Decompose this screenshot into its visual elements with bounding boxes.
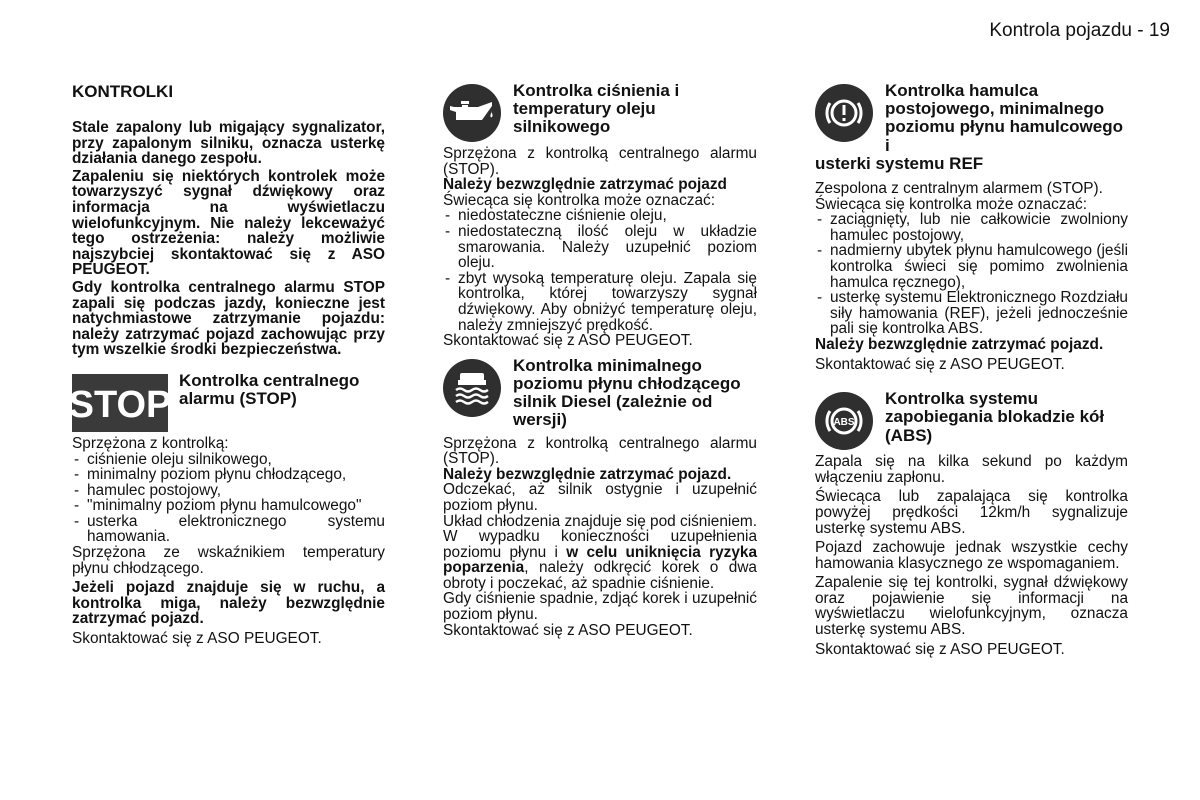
brake-section-title-continued: usterki systemu REF	[815, 153, 984, 173]
brake-paragraph-4: Skontaktować się z ASO PEUGEOT.	[815, 355, 1065, 373]
coolant-paragraph-2: Należy bezwzględnie zatrzymać pojazd.	[443, 465, 732, 483]
stop-paragraph-2: Sprzężona ze wskaźnikiem temperatury płynu chłodzącego.	[72, 544, 385, 577]
brake-section-title: Kontrolka hamulca postojowego, minimalnego poziomu płynu hamulcowego i	[885, 81, 1123, 155]
coolant-paragraph-1: Sprzężona z kontrolką centralnego alarmu (STOP).	[443, 434, 757, 468]
brake-warning-icon	[815, 84, 873, 142]
stop-intro: Sprzężona z kontrolką:	[72, 434, 229, 452]
intro-paragraph-2: Zapaleniu się niektórych kontrolek może towarzyszyć sygnał dźwiękowy oraz informacja na wyświetlaczu wielofunkcyjnym. Nie należy lekceważyć tego ostrzeżenia: należy możliwie najszybciej skontaktować się z ASO PEUGEOT.	[72, 167, 385, 279]
oil-section-title: Kontrolka ciśnienia i temperatury oleju silnikowego	[513, 81, 680, 137]
list-item: - zbyt wysoką temperaturę oleju. Zapala się kontrolka, której towarzyszy sygnał dźwiękowy. Aby obniżyć temperaturę oleju, należy zmniejszyć prędkość.	[443, 271, 757, 333]
abs-paragraph-3: Pojazd zachowuje jednak wszystkie cechy hamowania klasycznego ze wspomaganiem.	[815, 539, 1128, 572]
list-item: - nadmierny ubytek płynu hamulcowego (jeśli kontrolka świeci się pomimo zwolnienia hamulca ręcznego),	[815, 243, 1128, 290]
intro-paragraph-3: Gdy kontrolka centralnego alarmu STOP zapali się podczas jazdy, konieczne jest natychmiastowe zatrzymanie pojazdu: należy zatrzymać pojazd zachowując przy tym wszelkie środki bezpieczeństwa.	[72, 278, 385, 359]
abs-section-title: Kontrolka systemu zapobiegania blokadzie kół (ABS)	[885, 389, 1105, 445]
coolant-paragraph-5-start: W wypadku konieczności uzupełnienia poziomu płynu i	[443, 528, 757, 561]
intro-paragraph-1: Stale zapalony lub migający sygnalizator, przy zapalonym silniku, oznacza usterkę działania danego zespołu.	[72, 119, 385, 168]
list-item: - usterkę systemu Elektronicznego Rozdziału siły hamowania (REF), jeżeli jednocześnie pali się kontrolka ABS.	[815, 290, 1128, 337]
abs-warning-icon	[815, 392, 873, 450]
stop-section-header	[68, 370, 385, 432]
abs-icon-label: ABS	[833, 417, 855, 429]
coolant-paragraph-5-bold: w celu uniknięcia ryzyka poparzenia	[443, 543, 757, 577]
oil-section-header	[443, 82, 757, 142]
list-item: - niedostateczną ilość oleju w układzie smarowania. Należy uzupełnić poziom oleju.	[443, 224, 757, 271]
oil-list	[443, 208, 757, 333]
coolant-section-title: Kontrolka minimalnego poziomu płynu chłodzącego silnik Diesel (zależnie od wersji)	[513, 355, 741, 430]
list-item: - zaciągnięty, lub nie całkowicie zwolniony hamulec postojowy,	[815, 212, 1128, 243]
list-item: - niedostateczne ciśnienie oleju,	[443, 208, 757, 224]
list-item: - minimalny poziom płynu chłodzącego,	[72, 467, 385, 483]
brake-list	[815, 212, 1128, 337]
column-2	[443, 82, 757, 638]
oil-paragraph-4: Skontaktować się z ASO PEUGEOT.	[443, 332, 693, 350]
column-3	[815, 82, 1128, 657]
abs-section-header	[815, 390, 1128, 450]
brake-section-header	[815, 82, 1128, 155]
coolant-paragraph-3: Odczekać, aż silnik ostygnie i uzupełnić poziom płynu.	[443, 481, 757, 514]
coolant-section-header	[443, 357, 757, 430]
column-1	[68, 82, 385, 648]
list-item: - ciśnienie oleju silnikowego,	[72, 452, 385, 468]
stop-paragraph-3: Jeżeli pojazd znajduje się w ruchu, a kontrolka miga, należy bezwzględnie zatrzymać pojazd.	[72, 579, 385, 628]
abs-paragraph-2: Świecąca lub zapalająca się kontrolka powyżej prędkości 12km/h sygnalizuje usterkę systemu ABS.	[815, 488, 1128, 537]
abs-paragraph-1: Zapala się na kilka sekund po każdym włączeniu zapłonu.	[815, 453, 1128, 486]
page-header: Kontrola pojazdu - 19	[989, 20, 1170, 41]
abs-paragraph-5: Skontaktować się z ASO PEUGEOT.	[815, 640, 1065, 658]
coolant-paragraph-4: Układ chłodzenia znajduje się pod ciśnieniem.	[443, 512, 757, 530]
oil-paragraph-2: Należy bezwzględnie zatrzymać pojazd	[443, 176, 727, 194]
brake-paragraph-1: Zespolona z centralnym alarmem (STOP).	[815, 180, 1103, 198]
brake-paragraph-2: Świecąca się kontrolka może oznaczać:	[815, 195, 1088, 213]
list-item: - "minimalny poziom płynu hamulcowego"	[72, 498, 385, 514]
coolant-paragraph-7: Skontaktować się z ASO PEUGEOT.	[443, 621, 693, 639]
list-item: - hamulec postojowy,	[72, 483, 385, 499]
oil-can-icon	[443, 84, 501, 142]
stop-icon-label: STOP	[68, 383, 172, 426]
coolant-paragraph-5-end: , należy odkręcić korek o dwa obroty i poczekać, aż spadnie ciśnienie.	[443, 559, 757, 592]
stop-paragraph-4: Skontaktować się z ASO PEUGEOT.	[72, 630, 322, 648]
stop-warning-icon	[68, 374, 172, 432]
oil-paragraph-1: Sprzężona z kontrolką centralnego alarmu (STOP).	[443, 145, 757, 178]
stop-list	[72, 452, 385, 546]
oil-paragraph-3: Świecąca się kontrolka może oznaczać:	[443, 191, 716, 209]
section-heading-kontrolki: KONTROLKI	[72, 82, 174, 101]
abs-paragraph-4: Zapalenie się tej kontrolki, sygnał dźwiękowy oraz pojawienie się informacji na wyświetlaczu wielofunkcyjnym, oznacza usterkę systemu ABS.	[815, 574, 1128, 639]
list-item: - usterka elektronicznego systemu hamowania.	[72, 514, 385, 545]
stop-section-title: Kontrolka centralnego alarmu (STOP)	[179, 370, 360, 409]
coolant-level-icon	[443, 359, 501, 417]
coolant-paragraph-6: Gdy ciśnienie spadnie, zdjąć korek i uzupełnić poziom płynu.	[443, 590, 757, 624]
coolant-paragraph-5	[443, 529, 757, 591]
brake-paragraph-3: Należy bezwzględnie zatrzymać pojazd.	[815, 335, 1104, 353]
